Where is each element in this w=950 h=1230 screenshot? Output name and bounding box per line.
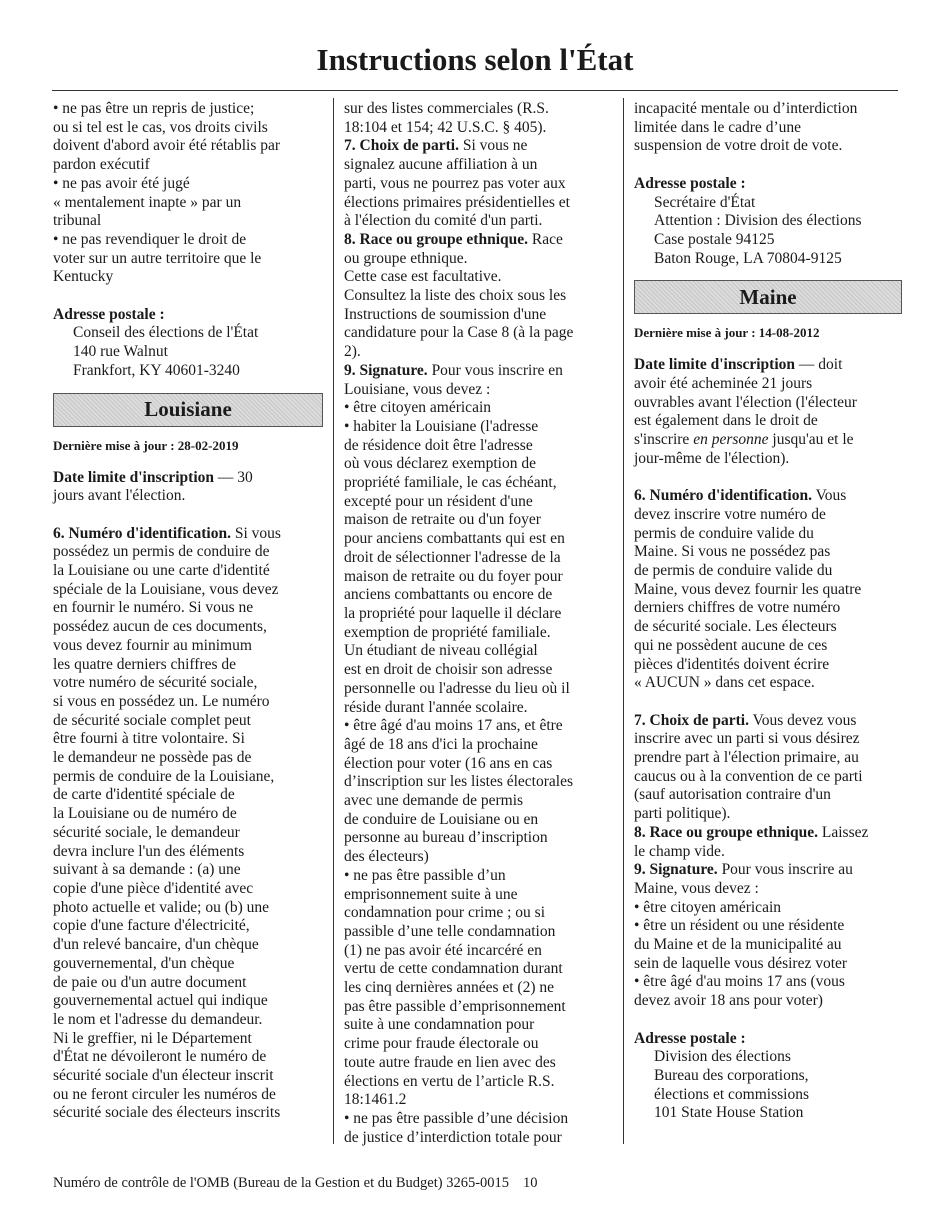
column-1 (53, 100, 323, 1123)
column-divider (623, 98, 624, 1144)
maine-race: 8. Race ou groupe ethnique. Laissez le champ vide. (634, 823, 869, 860)
state-header-louisiane: Louisiane (53, 393, 323, 427)
louisiane-signature-continued: incapacité mentale ou d’interdiction limitée dans le cadre d’une suspension de votre droit de vote. (634, 100, 858, 155)
state-header-maine: Maine (634, 280, 902, 314)
page-title: Instructions selon l'État (316, 42, 634, 77)
louisiane-mailing-address: Adresse postale : Secrétaire d'État Attention : Division des élections Case postale 94125 Baton Rouge, LA 70804-9125 (634, 174, 862, 267)
column-divider (333, 98, 334, 1144)
maine-id-number: 6. Numéro d'identification. Vous devez inscrire votre numéro de permis de conduire valide du Maine. Si vous ne possédez pas de permis de conduire valide du Maine, vous devez fournir les quatre derniers chiffres de votre numéro de sécurité sociale. Les électeurs qui ne possèdent aucune de ces pièces d'identités doivent écrire « AUCUN » dans cet espace. (634, 487, 862, 692)
louisiane-id-continued: sur des listes commerciales (R.S. 18:104 et 154; 42 U.S.C. § 405). (344, 100, 549, 136)
maine-party-choice: 7. Choix de parti. Vous devez vous inscrire avec un parti si vous désirez prendre part à l'élection primaire, au caucus ou à la convention de ce parti (sauf autorisation contraire d'un parti politique). (634, 711, 863, 823)
omb-control-number: Numéro de contrôle de l'OMB (Bureau de la Gestion et du Budget) 3265-0015 (53, 1175, 510, 1191)
kentucky-mailing-address: Adresse postale : Conseil des élections de l'État 140 rue Walnut Frankfort, KY 40601-3240 (53, 305, 259, 379)
column-2 (344, 100, 614, 1147)
maine-mailing-address: Adresse postale : Division des élections Bureau des corporations, élections et commissions 101 State House Station (634, 1029, 809, 1122)
louisiane-last-updated: Dernière mise à jour : 28-02-2019 (53, 437, 239, 453)
title-rule (52, 90, 898, 91)
louisiane-signature: 9. Signature. Pour vous inscrire en Louisiane, vous devez : • être citoyen américain • habiter la Louisiane (l'adresse de résidence doit être l'adresse où vous déclarez exemption de propriété familiale, le cas échéant, excepté pour un résident d'une maison de retraite ou d'un foyer pour anciens combattants qui est en droit de sélectionner l'adresse de la maison de retraite ou du foyer pour anciens combattants ou encore de la propriété pour laquelle il déclare exemption de propriété familiale. Un étudiant de niveau collégial est en droit de choisir son adresse personnelle ou l'adresse du lieu où il réside durant l'année scolaire. • être âgé d'au moins 17 ans, et être âgé de 18 ans d'ici la prochaine élection pour voter (16 ans en cas d’inscription sur les listes électorales avec une demande de permis de conduire de Louisiane ou en personne au bureau d’inscription des électeurs) • ne pas être passible d’un emprisonnement suite à une condamnation pour crime ; ou si passible d’une telle condamnation (1) ne pas avoir été incarcéré en vertu de cette condamnation durant les cinq dernières années et (2) ne pas être passible d’emprisonnement suite à une condamnation pour crime pour fraude électorale ou toute autre fraude en lien avec des élections en vertu de l’article R.S. 18:1461.2 • ne pas être passible d’une décision de justice d’interdiction totale pour (344, 361, 573, 1146)
maine-last-updated: Dernière mise à jour : 14-08-2012 (634, 325, 820, 341)
column-3 (634, 100, 902, 1123)
page-footer (53, 1175, 538, 1192)
louisiane-id-number: 6. Numéro d'identification. Si vous possédez un permis de conduire de la Louisiane ou une carte d'identité spéciale de la Louisiane, vous devez en fournir le numéro. Si vous ne possédez aucun de ces documents, vous devez fournir au minimum les quatre derniers chiffres de votre numéro de sécurité sociale, si vous en possédez un. Le numéro de sécurité sociale complet peut être fourni à titre volontaire. Si le demandeur ne possède pas de permis de conduire de la Louisiane, de carte d'identité spéciale de la Louisiane ou de numéro de sécurité sociale, le demandeur devra inclure l'un des éléments suivant à sa demande : (a) une copie d'une pièce d'identité avec photo actuelle et valide; ou (b) une copie d'une facture d'électricité, d'un relevé bancaire, d'un chèque gouvernemental, d'un chèque de paie ou d'un autre document gouvernemental actuel qui indique le nom et l'adresse du demandeur. Ni le greffier, ni le Département d'État ne dévoileront le numéro de sécurité sociale d'un électeur inscrit ou ne feront circuler les numéros de sécurité sociale des électeurs inscrits (53, 524, 281, 1122)
louisiane-deadline: Date limite d'inscription — 30 jours avant l'élection. (53, 468, 253, 505)
page-number: 10 (523, 1175, 538, 1191)
maine-deadline: Date limite d'inscription — doit avoir été acheminée 21 jours ouvrables avant l'élection (l'électeur est également dans le droit de s'inscrire en personne jusqu'au et le jour-même de l'élection). (634, 356, 857, 467)
louisiane-race: 8. Race ou groupe ethnique. Race ou groupe ethnique. Cette case est facultative. Consultez la liste des choix sous les Instructions de soumission d'une candidature pour la Case 8 (à la page 2). (344, 230, 574, 361)
kentucky-requirements: • ne pas être un repris de justice; ou si tel est le cas, vos droits civils doivent d'abord avoir été rétablis par pardon exécutif • ne pas avoir été jugé « mentalement inapte » par un tribunal • ne pas revendiquer le droit de voter sur un autre territoire que le Kentucky (53, 100, 281, 286)
maine-signature: 9. Signature. Pour vous inscrire au Maine, vous devez : • être citoyen américain • être un résident ou une résidente du Maine et de la municipalité au sein de laquelle vous désirez voter • être âgé d'au moins 17 ans (vous devez avoir 18 ans pour voter) (634, 861, 853, 1010)
louisiane-party-choice: 7. Choix de parti. Si vous ne signalez aucune affiliation à un parti, vous ne pourrez pas voter aux élections primaires présidentielles et à l'élection du comité d'un parti. (344, 137, 570, 230)
